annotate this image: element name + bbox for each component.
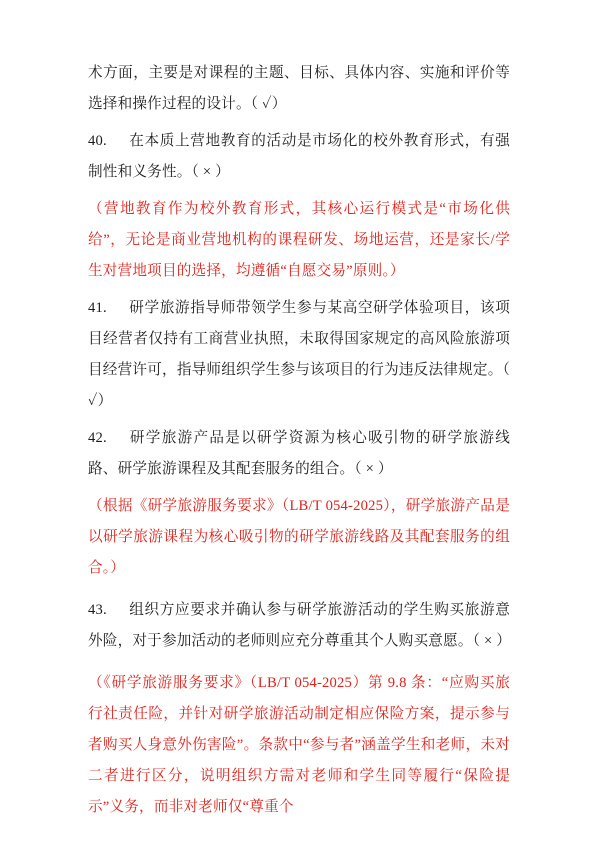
question-text-40: 在本质上营地教育的活动是市场化的校外教育形式，有强制性和义务性。（ × ） <box>88 133 510 180</box>
spacer <box>88 657 510 668</box>
question-40 <box>88 126 510 188</box>
spacer <box>88 584 510 595</box>
question-text-41: 研学旅游指导师带领学生参与某高空研学体验项目，该项目经营者仅持有工商营业执照，未取得国家规定的高风险旅游项目经营许可，指导师组织学生参与该项目的行为违反法律规定。（ ✓） <box>88 300 510 409</box>
answer-42: （根据《研学旅游服务要求》（LB/T 054-2025），研学旅游产品是以研学旅游课程为核心吸引物的研学旅游线路及其配套服务的组合。） <box>88 498 510 576</box>
answer-43: （《研学旅游服务要求》（LB/T 054-2025）第 9.8 条：“应购买旅行社责任险，并针对研学旅游活动制定相应保险方案，提示参与者购买人身意外伤害险”。条款中“参与者”涵盖学生和老师，未对二者进行区分，说明组织方需对老师和学生同等履行“保险提示”义务，而非对老师仅“尊重个 <box>88 675 510 815</box>
answer-40: （营地教育作为校外教育形式，其核心运行模式是“市场化供给”，无论是商业营地机构的课程研发、场地运营，还是家长/学生对营地项目的选择，均遵循“自愿交易”原则。） <box>88 201 510 279</box>
question-number-43: 43. <box>88 602 107 618</box>
question-42 <box>88 423 510 485</box>
paragraph-continued-39: 术方面，主要是对课程的主题、目标、具体内容、实施和评价等选择和操作过程的设计。（ ✓） <box>88 65 510 112</box>
question-number-40: 40. <box>88 133 107 149</box>
question-text-42: 研学旅游产品是以研学资源为核心吸引物的研学旅游线路、研学旅游课程及其配套服务的组合。（ × ） <box>88 430 510 477</box>
question-41 <box>88 293 510 417</box>
question-number-41: 41. <box>88 300 107 316</box>
document-body <box>88 58 510 823</box>
question-text-43: 组织方应要求并确认参与研学旅游活动的学生购买旅游意外险，对于参加活动的老师则应充分尊重其个人购买意愿。（ × ） <box>88 602 512 649</box>
question-number-42: 42. <box>88 430 107 446</box>
question-43 <box>88 595 510 657</box>
